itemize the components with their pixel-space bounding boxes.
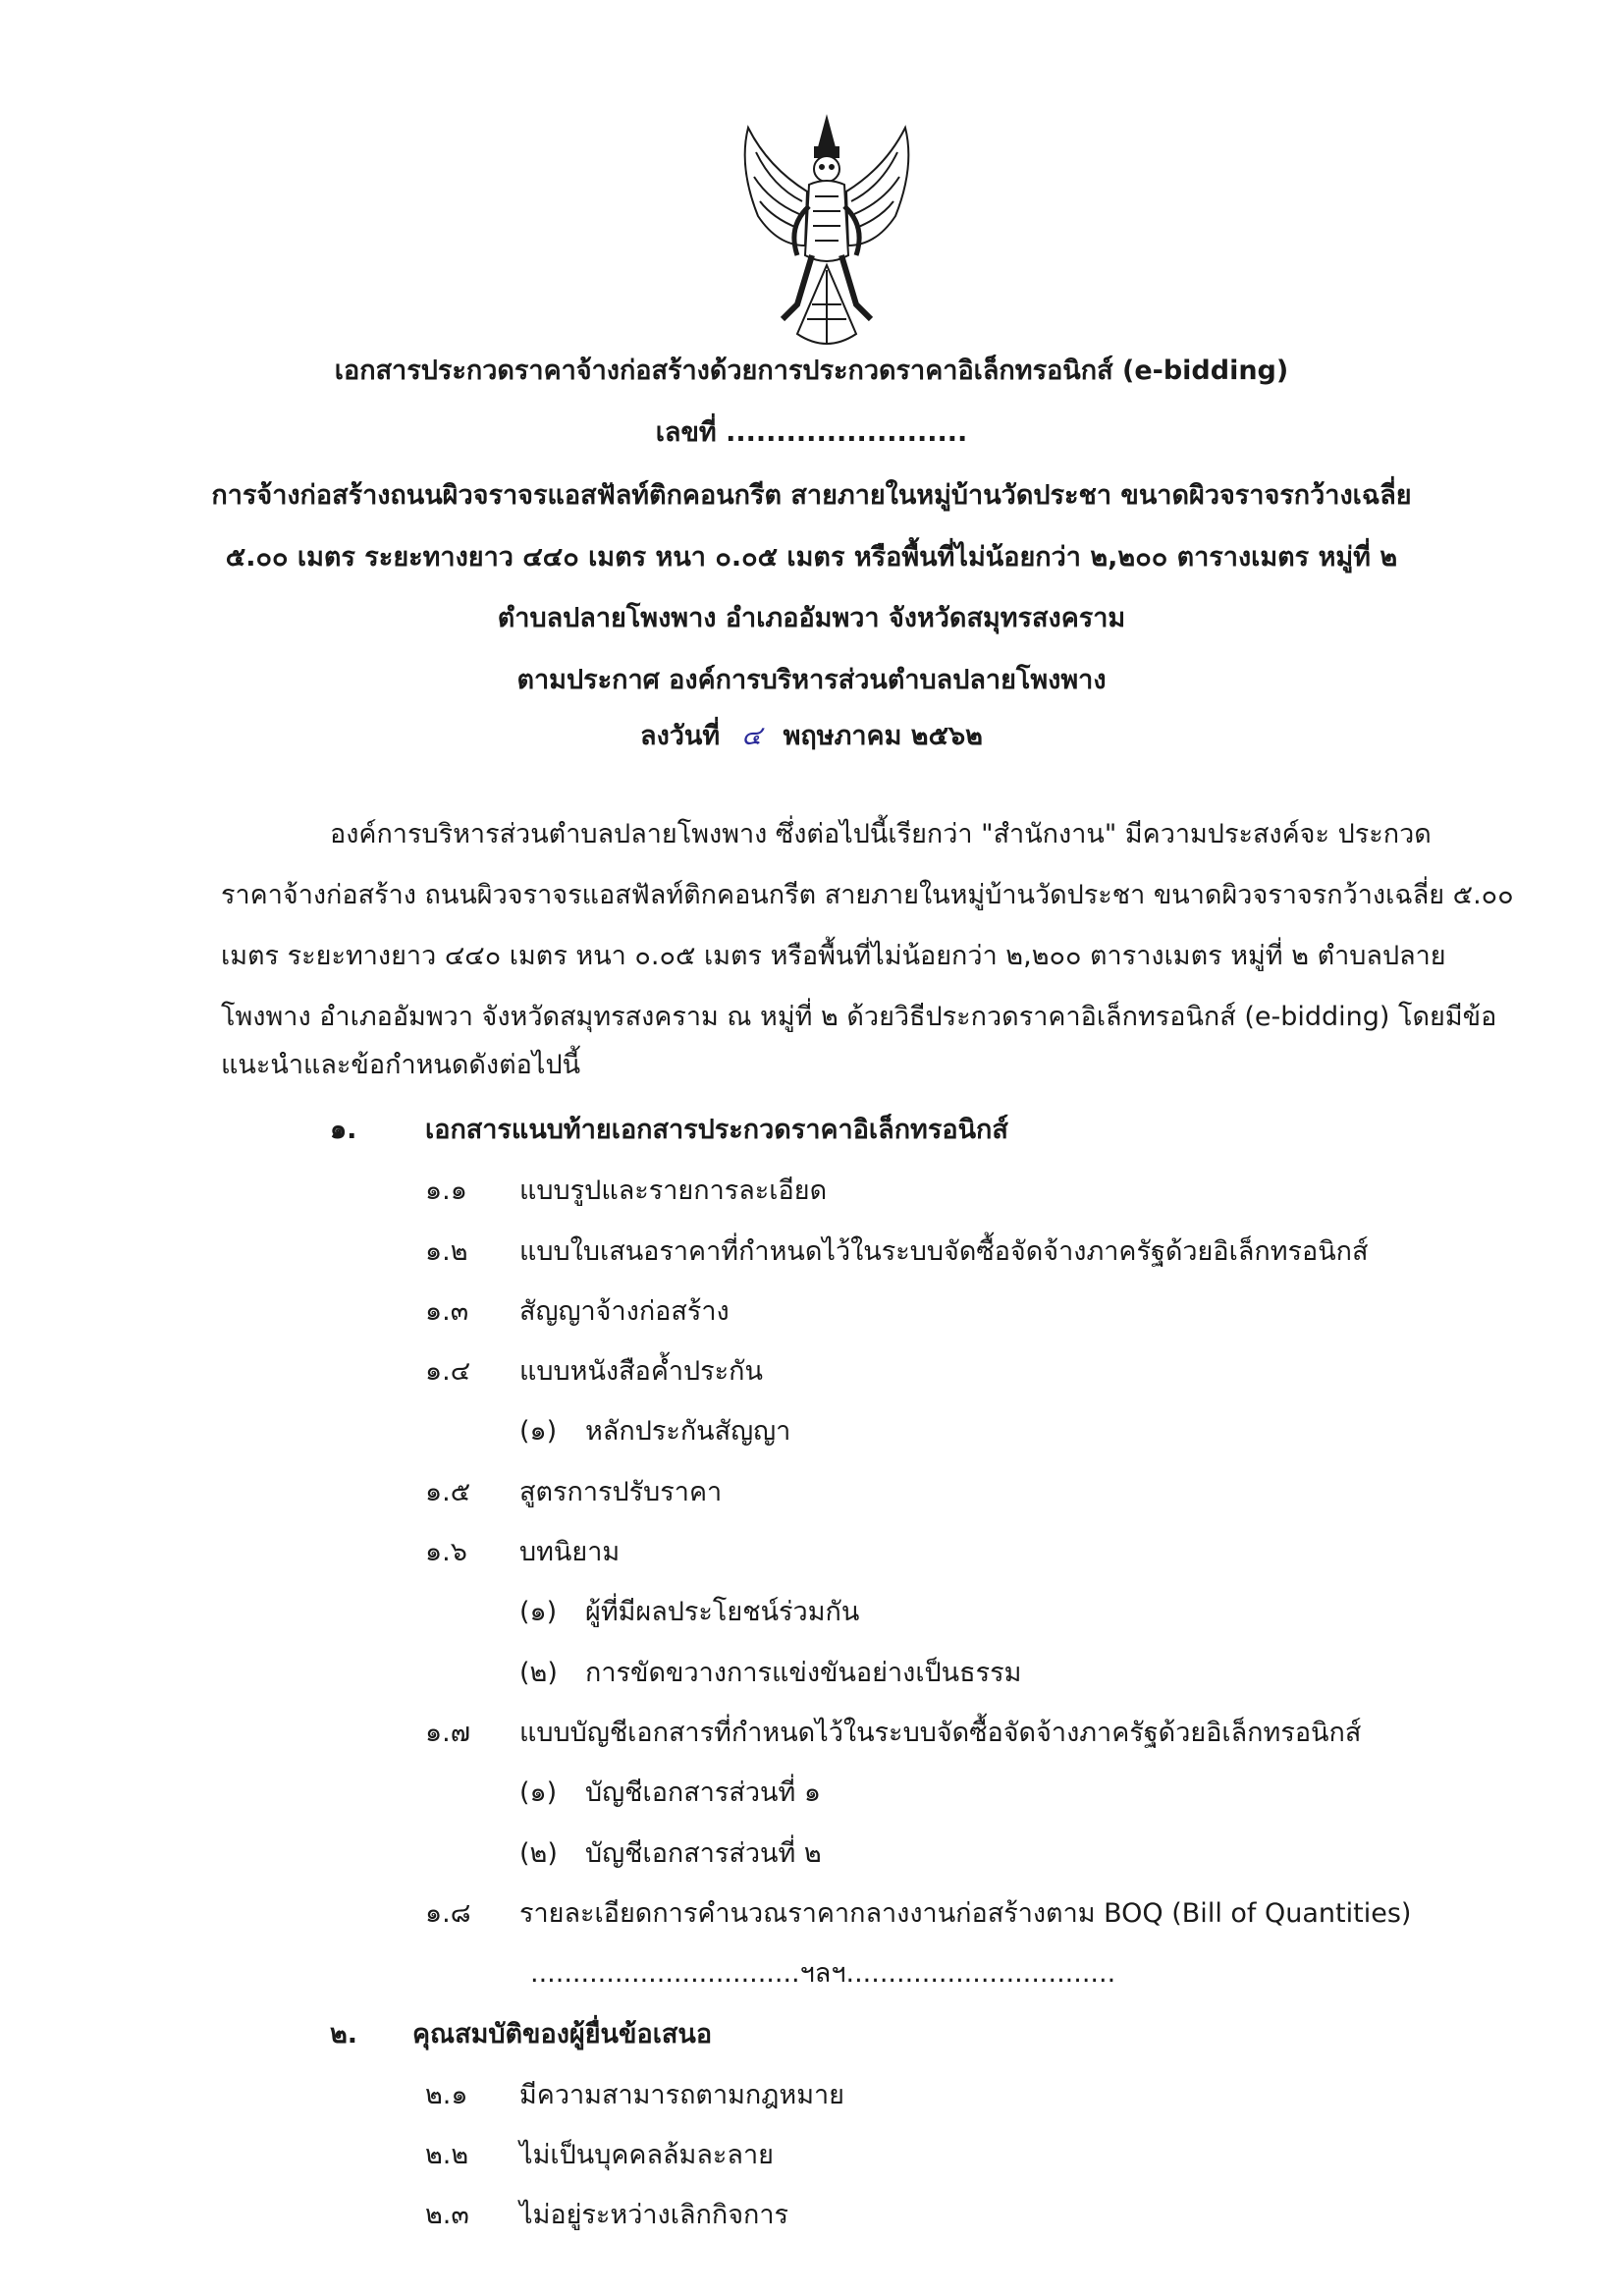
section-2-title: คุณสมบัติของผู้ยื่นข้อเสนอ <box>412 2019 713 2050</box>
sub-item-number: (๑) <box>519 1597 558 1627</box>
sub-item-text: หลักประกันสัญญา <box>585 1416 791 1447</box>
item-text: รายละเอียดการคำนวณราคากลางงานก่อสร้างตาม BOQ (Bill of Quantities) <box>519 1898 1412 1929</box>
intro-line: ราคาจ้างก่อสร้าง ถนนผิวจราจรแอสฟัลท์ติกคอนกรีต สายภายในหมู่บ้านวัดประชา ขนาดผิวจราจรกว้างเฉลี่ย ๕.๐๐ <box>221 880 1514 910</box>
date-prefix: ลงวันที่ <box>640 721 721 751</box>
item-text: แบบใบเสนอราคาที่กำหนดไว้ในระบบจัดซื้อจัดจ้างภาครัฐด้วยอิเล็กทรอนิกส์ <box>519 1236 1369 1267</box>
project-title-line-2: ๕.๐๐ เมตร ระยะทางยาว ๔๔๐ เมตร หนา ๐.๐๕ เมตร หรือพื้นที่ไม่น้อยกว่า ๒,๒๐๐ ตารางเมตร หมู่ที่ ๒ <box>225 542 1398 573</box>
item-number: ๑.๒ <box>425 1236 468 1267</box>
item-number: ๑.๔ <box>425 1356 471 1387</box>
item-text: แบบบัญชีเอกสารที่กำหนดไว้ในระบบจัดซื้อจัดจ้างภาครัฐด้วยอิเล็กทรอนิกส์ <box>519 1718 1362 1748</box>
sub-item-number: (๒) <box>519 1658 558 1688</box>
item-number: ๑.๓ <box>425 1296 469 1327</box>
item-text: ไม่อยู่ระหว่างเลิกกิจการ <box>519 2200 789 2230</box>
item-number: ๑.๘ <box>425 1898 471 1929</box>
project-title-line-1: การจ้างก่อสร้างถนนผิวจราจรแอสฟัลท์ติกคอนกรีต สายภายในหมู่บ้านวัดประชา ขนาดผิวจราจรกว้างเฉลี่ย <box>211 480 1412 511</box>
intro-line: แนะนำและข้อกำหนดดังต่อไปนี้ <box>221 1050 581 1080</box>
section-1-title: เอกสารแนบท้ายเอกสารประกวดราคาอิเล็กทรอนิกส์ <box>425 1115 1008 1145</box>
item-text: มีความสามารถตามกฎหมาย <box>519 2080 844 2110</box>
date-day-handwritten: ๔ <box>741 721 762 751</box>
sub-item-number: (๑) <box>519 1416 558 1447</box>
announcement-line: ตามประกาศ องค์การบริหารส่วนตำบลปลายโพงพาง <box>516 665 1107 695</box>
garuda-emblem-icon <box>729 108 925 363</box>
date-suffix: พฤษภาคม ๒๕๖๒ <box>783 721 983 751</box>
item-number: ๒.๒ <box>425 2140 469 2170</box>
item-number: ๑.๑ <box>425 1175 467 1206</box>
document-number: เลขที่ ........................ <box>655 417 968 448</box>
intro-line: โพงพาง อำเภออัมพวา จังหวัดสมุทรสงคราม ณ หมู่ที่ ๒ ด้วยวิธีประกวดราคาอิเล็กทรอนิกส์ (e-bidding) โดยมีข้อ <box>221 1002 1497 1032</box>
item-number: ๑.๕ <box>425 1477 471 1507</box>
item-number: ๑.๖ <box>425 1537 467 1567</box>
sub-item-text: บัญชีเอกสารส่วนที่ ๑ <box>585 1777 822 1808</box>
item-text: สูตรการปรับราคา <box>519 1477 723 1507</box>
sub-item-number: (๒) <box>519 1838 558 1869</box>
intro-line: องค์การบริหารส่วนตำบลปลายโพงพาง ซึ่งต่อไปนี้เรียกว่า "สำนักงาน" มีความประสงค์จะ ประกวด <box>330 819 1432 849</box>
sub-item-text: ผู้ที่มีผลประโยชน์ร่วมกัน <box>585 1597 860 1627</box>
item-number: ๒.๑ <box>425 2080 468 2110</box>
project-title-line-3: ตำบลปลายโพงพาง อำเภออัมพวา จังหวัดสมุทรสงคราม <box>497 603 1126 633</box>
item-text: บทนิยาม <box>519 1537 621 1567</box>
intro-line: เมตร ระยะทางยาว ๔๔๐ เมตร หนา ๐.๐๕ เมตร หรือพื้นที่ไม่น้อยกว่า ๒,๒๐๐ ตารางเมตร หมู่ที่ ๒ ตำบลปลาย <box>221 941 1446 971</box>
item-text: สัญญาจ้างก่อสร้าง <box>519 1296 730 1327</box>
date-line <box>0 714 1623 756</box>
item-text: ไม่เป็นบุคคลล้มละลาย <box>519 2140 774 2170</box>
section-1-number: ๑. <box>330 1115 357 1145</box>
sub-item-text: การขัดขวางการแข่งขันอย่างเป็นธรรม <box>585 1658 1022 1688</box>
sub-item-text: บัญชีเอกสารส่วนที่ ๒ <box>585 1838 822 1869</box>
item-text: แบบรูปและรายการละเอียด <box>519 1175 828 1206</box>
section-2-number: ๒. <box>330 2019 358 2050</box>
etc-ellipsis-line: ................................ฯลฯ................................ <box>530 1958 1116 1989</box>
item-number: ๒.๓ <box>425 2200 469 2230</box>
document-title: เอกสารประกวดราคาจ้างก่อสร้างด้วยการประกวดราคาอิเล็กทรอนิกส์ (e-bidding) <box>334 355 1289 386</box>
sub-item-number: (๑) <box>519 1777 558 1808</box>
item-text: แบบหนังสือค้ำประกัน <box>519 1356 763 1387</box>
item-number: ๑.๗ <box>425 1718 471 1748</box>
